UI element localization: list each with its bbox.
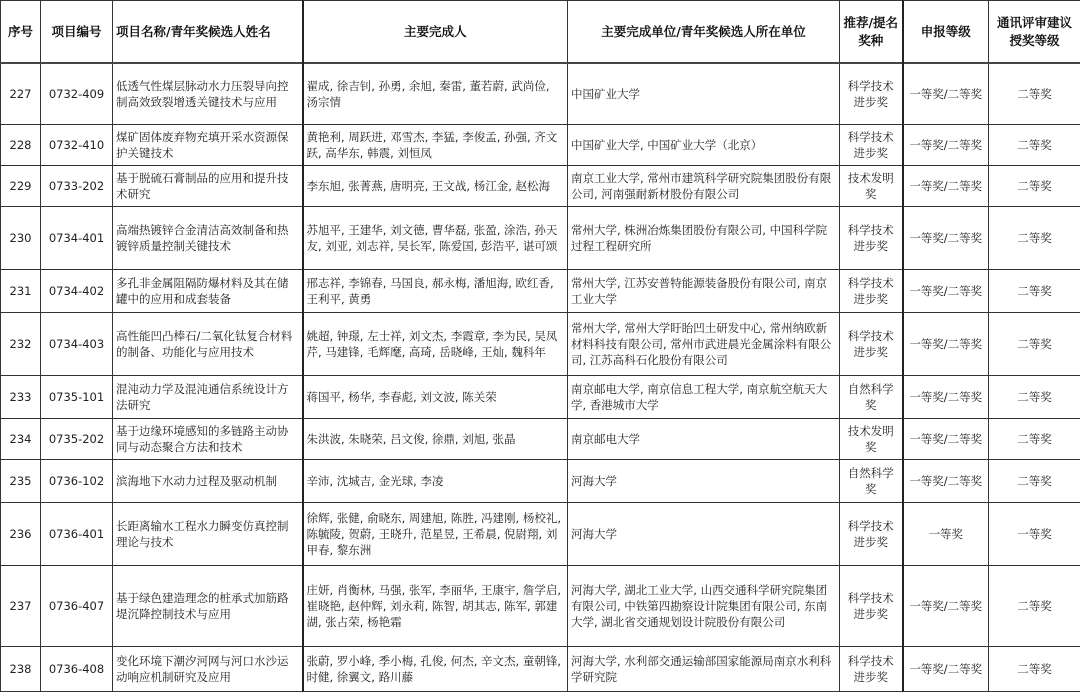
- cell-award-type: 科学技术进步奖: [840, 647, 903, 692]
- cell-units: 河海大学, 湖北工业大学, 山西交通科学研究院集团有限公司, 中铁第四勘察设计院集团有限公司, 东南大学, 湖北省交通规划设计院股份有限公司: [568, 566, 840, 647]
- header-people: 主要完成人: [303, 1, 568, 64]
- cell-applied-level: 一等奖/二等奖: [903, 647, 989, 692]
- cell-name: 低透气性煤层脉动水力压裂导向控制高效致裂增透关键技术与应用: [113, 63, 303, 125]
- cell-code: 0734-403: [41, 313, 113, 376]
- table-row: [1, 460, 1080, 503]
- table-row: [1, 270, 1080, 313]
- cell-code: 0734-402: [41, 270, 113, 313]
- cell-applied-level: 一等奖/二等奖: [903, 376, 989, 419]
- header-suggested-level: 通讯评审建议授奖等级: [989, 1, 1080, 64]
- cell-units: 河海大学: [568, 503, 840, 566]
- cell-people: 朱洪波, 朱晓荣, 吕文俊, 徐鼎, 刘旭, 张晶: [303, 419, 568, 460]
- cell-units: 河海大学, 水利部交通运输部国家能源局南京水利科学研究院: [568, 647, 840, 692]
- cell-suggested-level: 二等奖: [989, 63, 1080, 125]
- cell-applied-level: 一等奖/二等奖: [903, 419, 989, 460]
- cell-people: 翟成, 徐吉钊, 孙勇, 余旭, 秦雷, 董若蔚, 武尚俭, 汤宗情: [303, 63, 568, 125]
- cell-applied-level: 一等奖/二等奖: [903, 460, 989, 503]
- cell-seq: 236: [1, 503, 41, 566]
- cell-people: 蒋国平, 杨华, 李春彪, 刘文波, 陈关荣: [303, 376, 568, 419]
- cell-units: 常州大学, 江苏安普特能源装备股份有限公司, 南京工业大学: [568, 270, 840, 313]
- cell-award-type: 自然科学奖: [840, 376, 903, 419]
- cell-seq: 232: [1, 313, 41, 376]
- table-row: [1, 166, 1080, 207]
- cell-seq: 234: [1, 419, 41, 460]
- cell-suggested-level: 二等奖: [989, 419, 1080, 460]
- cell-code: 0733-202: [41, 166, 113, 207]
- table-row: [1, 647, 1080, 692]
- cell-award-type: 科学技术进步奖: [840, 503, 903, 566]
- cell-suggested-level: 二等奖: [989, 376, 1080, 419]
- cell-name: 多孔非金属阻隔防爆材料及其在储罐中的应用和成套装备: [113, 270, 303, 313]
- table-row: [1, 503, 1080, 566]
- cell-people: 姚超, 钟璟, 左士祥, 刘文杰, 李霞章, 李为民, 吴凤芹, 马建锋, 毛辉麾, 高琦, 岳晓峰, 王灿, 魏科年: [303, 313, 568, 376]
- cell-applied-level: 一等奖/二等奖: [903, 166, 989, 207]
- table-row: [1, 63, 1080, 125]
- cell-suggested-level: 二等奖: [989, 647, 1080, 692]
- cell-code: 0736-401: [41, 503, 113, 566]
- cell-applied-level: 一等奖/二等奖: [903, 313, 989, 376]
- cell-people: 黄艳利, 周跃进, 邓雪杰, 李猛, 李俊孟, 孙强, 齐文跃, 高华东, 韩震, 刘恒凤: [303, 125, 568, 166]
- cell-units: 河海大学: [568, 460, 840, 503]
- cell-name: 煤矿固体废弃物充填开采水资源保护关键技术: [113, 125, 303, 166]
- cell-suggested-level: 二等奖: [989, 125, 1080, 166]
- header-units: 主要完成单位/青年奖候选人所在单位: [568, 1, 840, 64]
- cell-applied-level: 一等奖/二等奖: [903, 63, 989, 125]
- cell-units: 中国矿业大学, 中国矿业大学（北京）: [568, 125, 840, 166]
- cell-applied-level: 一等奖/二等奖: [903, 566, 989, 647]
- cell-suggested-level: 二等奖: [989, 166, 1080, 207]
- table-row: [1, 419, 1080, 460]
- cell-units: 南京邮电大学: [568, 419, 840, 460]
- cell-code: 0735-202: [41, 419, 113, 460]
- cell-people: 徐辉, 张健, 俞晓东, 周建旭, 陈胜, 冯建刚, 杨校礼, 陈毓陵, 贺蔚, 王晓升, 范星昱, 王希晨, 倪尉翔, 刘甲春, 黎东洲: [303, 503, 568, 566]
- cell-seq: 237: [1, 566, 41, 647]
- cell-name: 滨海地下水动力过程及驱动机制: [113, 460, 303, 503]
- table-row: [1, 125, 1080, 166]
- cell-award-type: 科学技术进步奖: [840, 63, 903, 125]
- cell-people: 苏旭平, 王建华, 刘文德, 曹华磊, 张盈, 涂浩, 孙天友, 刘亚, 刘志祥, 吴长军, 陈爱国, 彭浩平, 谌可颂: [303, 207, 568, 270]
- cell-units: 南京邮电大学, 南京信息工程大学, 南京航空航天大学, 香港城市大学: [568, 376, 840, 419]
- cell-code: 0736-102: [41, 460, 113, 503]
- cell-people: 李东旭, 张菁燕, 唐明亮, 王文战, 杨江金, 赵松海: [303, 166, 568, 207]
- cell-name: 变化环境下潮汐河网与河口水沙运动响应机制研究及应用: [113, 647, 303, 692]
- cell-seq: 233: [1, 376, 41, 419]
- cell-seq: 228: [1, 125, 41, 166]
- cell-award-type: 科学技术进步奖: [840, 313, 903, 376]
- cell-units: 常州大学, 株洲冶炼集团股份有限公司, 中国科学院过程工程研究所: [568, 207, 840, 270]
- cell-applied-level: 一等奖/二等奖: [903, 270, 989, 313]
- cell-seq: 230: [1, 207, 41, 270]
- cell-name: 混沌动力学及混沌通信系统设计方法研究: [113, 376, 303, 419]
- cell-seq: 229: [1, 166, 41, 207]
- table-header-row: [1, 1, 1080, 64]
- cell-units: 南京工业大学, 常州市建筑科学研究院集团股份有限公司, 河南强耐新材股份有限公司: [568, 166, 840, 207]
- cell-award-type: 科学技术进步奖: [840, 125, 903, 166]
- cell-award-type: 科学技术进步奖: [840, 566, 903, 647]
- cell-code: 0732-410: [41, 125, 113, 166]
- cell-name: 基于绿色建造理念的桩承式加筋路堤沉降控制技术与应用: [113, 566, 303, 647]
- cell-applied-level: 一等奖/二等奖: [903, 125, 989, 166]
- header-award-type: 推荐/提名奖种: [840, 1, 903, 64]
- cell-code: 0734-401: [41, 207, 113, 270]
- cell-name: 基于边缘环境感知的多链路主动协同与动态聚合方法和技术: [113, 419, 303, 460]
- cell-suggested-level: 二等奖: [989, 460, 1080, 503]
- cell-award-type: 技术发明奖: [840, 166, 903, 207]
- cell-people: 邢志祥, 李锦春, 马国良, 郝永梅, 潘旭海, 欧红香, 王利平, 黄勇: [303, 270, 568, 313]
- cell-people: 庄妍, 肖衡林, 马强, 张军, 李丽华, 王康宇, 詹学启, 崔晓艳, 赵仲辉, 刘永莉, 陈智, 胡其志, 陈军, 郭建湖, 张占荣, 杨艳霜: [303, 566, 568, 647]
- table-row: [1, 207, 1080, 270]
- cell-suggested-level: 二等奖: [989, 566, 1080, 647]
- cell-suggested-level: 二等奖: [989, 270, 1080, 313]
- cell-award-type: 技术发明奖: [840, 419, 903, 460]
- cell-code: 0732-409: [41, 63, 113, 125]
- cell-award-type: 科学技术进步奖: [840, 207, 903, 270]
- cell-name: 长距离输水工程水力瞬变仿真控制理论与技术: [113, 503, 303, 566]
- header-seq: 序号: [1, 1, 41, 64]
- cell-units: 常州大学, 常州大学盱眙凹土研发中心, 常州纳欧新材料科技有限公司, 常州市武进晨光金属涂料有限公司, 江苏高科石化股份有限公司: [568, 313, 840, 376]
- header-code: 项目编号: [41, 1, 113, 64]
- header-name: 项目名称/青年奖候选人姓名: [113, 1, 303, 64]
- cell-award-type: 科学技术进步奖: [840, 270, 903, 313]
- cell-applied-level: 一等奖/二等奖: [903, 207, 989, 270]
- cell-seq: 235: [1, 460, 41, 503]
- table-row: [1, 376, 1080, 419]
- cell-code: 0735-101: [41, 376, 113, 419]
- table-row: [1, 566, 1080, 647]
- cell-people: 辛沛, 沈城吉, 金光球, 李凌: [303, 460, 568, 503]
- cell-suggested-level: 一等奖: [989, 503, 1080, 566]
- cell-seq: 238: [1, 647, 41, 692]
- cell-seq: 227: [1, 63, 41, 125]
- cell-code: 0736-408: [41, 647, 113, 692]
- cell-people: 张蔚, 罗小峰, 季小梅, 孔俊, 何杰, 辛文杰, 童朝锋, 时健, 徐翼文, 路川藤: [303, 647, 568, 692]
- cell-name: 基于脱硫石膏制品的应用和提升技术研究: [113, 166, 303, 207]
- cell-name: 高端热镀锌合金清洁高效制备和热镀锌质量控制关键技术: [113, 207, 303, 270]
- cell-code: 0736-407: [41, 566, 113, 647]
- cell-suggested-level: 二等奖: [989, 313, 1080, 376]
- cell-award-type: 自然科学奖: [840, 460, 903, 503]
- cell-applied-level: 一等奖: [903, 503, 989, 566]
- table-row: [1, 313, 1080, 376]
- cell-suggested-level: 二等奖: [989, 207, 1080, 270]
- cell-seq: 231: [1, 270, 41, 313]
- header-applied-level: 申报等级: [903, 1, 989, 64]
- cell-name: 高性能凹凸棒石/二氧化钛复合材料的制备、功能化与应用技术: [113, 313, 303, 376]
- cell-units: 中国矿业大学: [568, 63, 840, 125]
